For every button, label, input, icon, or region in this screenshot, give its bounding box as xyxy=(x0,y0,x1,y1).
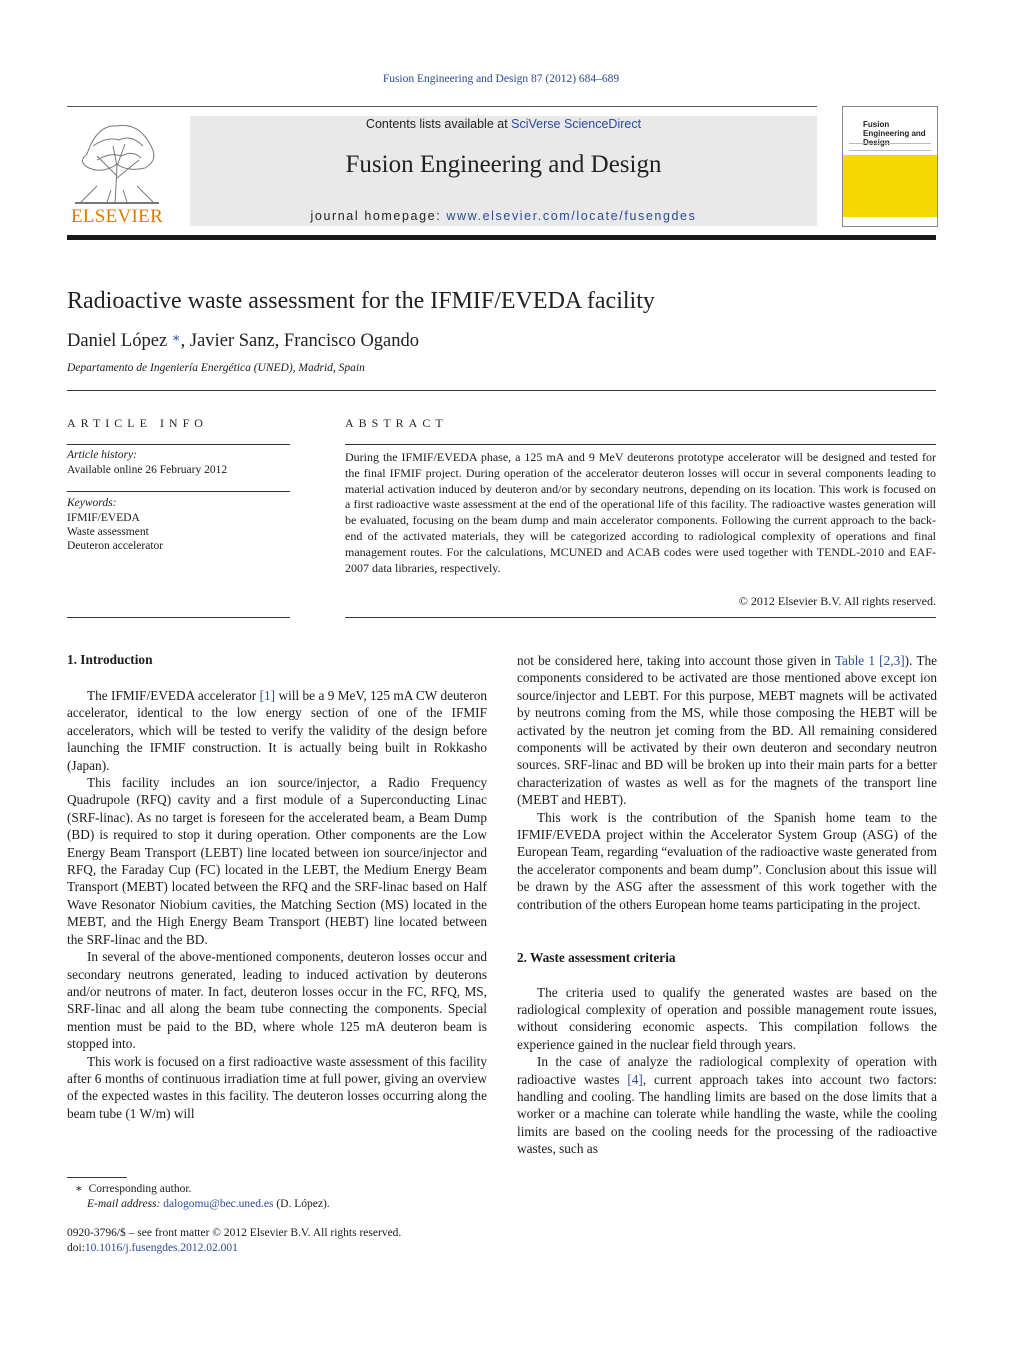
text-run: ). The components considered to be activated are those mentioned above except ion source/injector and LEBT. For this purpose, MEBT magnets will be activated by neutrons coming from the MS, while those composing the HEBT will be activated by the neutron jet coming from the BD. All remaining considered components will be activated by their own deuteron and secondary neutron sources. SRF-linac and BD will be broken up into their main parts for a better characterization of wastes as well as for the magnets of the transport line (MEBT and HEBT). xyxy=(517,653,937,808)
abstract-heading: ABSTRACT xyxy=(345,416,448,430)
issn-line: 0920-3796/$ – see front matter © 2012 Elsevier B.V. All rights reserved. xyxy=(67,1227,402,1239)
keyword: IFMIF/EVEDA xyxy=(67,512,140,524)
paragraph: In several of the above-mentioned components, deuteron losses occur and secondary neutrons generated, leading to induced activation by deuterons and/or neutrons of mater. In fact, deuteron losses occur in the FC, RFQ, MS, SRF-linac and all along the beam tube connecting the components. Special mention must be paid to the BD, where whole 125 mA deuteron beam is stopped into. xyxy=(67,949,487,1052)
footnote-marker: ∗ xyxy=(75,1183,83,1195)
keyword: Waste assessment xyxy=(67,526,149,538)
keywords-rule xyxy=(67,491,290,492)
elsevier-wordmark: ELSEVIER xyxy=(70,206,164,227)
journal-homepage xyxy=(190,209,817,223)
abstract-text: During the IFMIF/EVEDA phase, a 125 mA and 9 MeV deuterons prototype accelerator will be designed and tested for the final IFMIF project. During operation of the accelerator deuteron losses will occur in several components leading to material activation induced by deuteron and/or by secondary neutrons, depending on its location. This work is focused on a first radioactive waste assessment at the end of the operational life of this facility. The radioactive wastes generation will be evaluated, focusing on the beam dump and main accelerator components. Following the current approach to the back-end of the activated materials, they will be categorized according to radiological complexity of operations and final management routes. For the calculations, MCUNED and ACAB codes were used together with TENDL-2010 and EAF-2007 data libraries, respectively. xyxy=(345,450,936,575)
section-heading-waste-criteria: 2. Waste assessment criteria xyxy=(517,950,676,966)
text-run: In the case of analyze the radiological complexity of operation with radioactive wastes xyxy=(517,1054,937,1087)
citation-link[interactable]: [4] xyxy=(627,1071,643,1087)
abstract-bottom-rule xyxy=(345,617,936,618)
email-line xyxy=(67,1197,330,1212)
article-title: Radioactive waste assessment for the IFMIF/EVEDA facility xyxy=(67,288,655,314)
email-owner: (D. López). xyxy=(273,1198,330,1210)
author-name: Daniel López xyxy=(67,331,168,351)
cover-yellow-panel xyxy=(843,155,937,217)
corresponding-note xyxy=(67,1182,330,1197)
keyword: Deuteron accelerator xyxy=(67,540,164,552)
corresponding-author-marker[interactable]: ∗ xyxy=(171,330,181,345)
sciencedirect-link[interactable]: SciVerse ScienceDirect xyxy=(511,117,642,131)
doi-prefix: doi: xyxy=(67,1242,85,1254)
text-run: will be a 9 MeV, 125 mA CW deuteron accelerator, identical to the low energy section of one of the IFMIF accelerators, which will be tested to verify the validity of the design before launching the IFMIF construction. It is actually being built in Rokkasho (Japan). xyxy=(67,688,488,773)
front-matter xyxy=(67,1226,401,1256)
contents-line xyxy=(190,117,817,131)
keywords-list xyxy=(67,511,163,553)
article-info-bottom-rule xyxy=(67,617,290,618)
homepage-link[interactable]: www.elsevier.com/locate/fusengdes xyxy=(446,209,697,223)
title-rule xyxy=(67,390,936,391)
corresponding-text: Corresponding author. xyxy=(88,1183,192,1195)
history-label: Article history: xyxy=(67,449,137,461)
section-heading-introduction: 1. Introduction xyxy=(67,652,153,667)
citation-link[interactable]: [1] xyxy=(259,688,276,703)
history-value: Available online 26 February 2012 xyxy=(67,464,228,476)
table-link[interactable]: Table 1 xyxy=(834,653,876,668)
affiliation: Departamento de Ingeniería Energética (UNED), Madrid, Spain xyxy=(67,362,365,374)
email-link[interactable]: dalogomu@bec.uned.es xyxy=(163,1198,274,1210)
doi-line xyxy=(67,1241,401,1256)
author-list xyxy=(67,330,419,352)
body-column-right xyxy=(517,652,937,1158)
article-info-rule xyxy=(67,444,290,445)
paragraph xyxy=(517,1053,937,1157)
author-names-rest: , Javier Sanz, Francisco Ogando xyxy=(180,331,420,351)
article-info-heading: ARTICLE INFO xyxy=(67,416,208,430)
citation-link[interactable]: [2,3] xyxy=(879,653,905,668)
paragraph: This work is focused on a first radioactive waste assessment of this facility after 6 months of continuous irradiation time at full power, giving an overview of the expected wastes in this facility. The deuteron losses occurring along the beam tube (1 W/m) will xyxy=(67,1053,487,1121)
paragraph: This facility includes an ion source/injector, a Radio Frequency Quadrupole (RFQ) cavity and a first module of a Superconducting Linac (SRF-linac). As no target is foreseen for the accelerated beam, a Beam Dump (BD) is required to stop it during operation. Other components are the Low Energy Beam Transport (LEBT) line located between ion source/injector and RFQ, the Faraday Cup (FC) located in the LEBT, the Medium Energy Beam Transport (MEBT) located between the RFQ and the SRF-linac based on Half Wave Resonator Niobium cavities, the Matching Section (MS) located in the MEBT, and the High Energy Beam Transport (HEBT) line located between the SRF-linac and the BD. xyxy=(67,775,487,947)
journal-name: Fusion Engineering and Design xyxy=(345,151,662,178)
homepage-prefix: journal homepage: xyxy=(310,209,447,223)
text-run: The IFMIF/EVEDA accelerator xyxy=(87,688,260,703)
journal-cover-thumbnail[interactable] xyxy=(842,106,938,227)
doi-link[interactable]: 10.1016/j.fusengdes.2012.02.001 xyxy=(84,1242,238,1254)
section-gap xyxy=(517,967,937,984)
header-thick-rule xyxy=(67,235,936,240)
text-run: not be considered here, taking into account those given in xyxy=(517,653,835,668)
section-gap xyxy=(517,913,937,949)
contents-prefix: Contents lists available at xyxy=(365,117,512,131)
paragraph xyxy=(67,687,487,774)
paragraph: This work is the contribution of the Spanish home team to the IFMIF/EVEDA project within the Accelerator System Group (ASG) of the European Team, regarding “evaluation of the radioactive waste generated from the accelerator components and beam dump”. Conclusion about this issue will be drawn by the ASG after the assessment of this work together with the contribution of the others European home teams participating in the project. xyxy=(517,809,937,912)
body-column-left xyxy=(67,687,487,1122)
elsevier-logo[interactable] xyxy=(67,116,167,228)
text-run: , current approach takes into account two factors: handling and cooling. The handling limits are based on the dose limits that a worker or a machine can tolerate while handling the waste, while the cooling limits are based on the cooling needs for the processing of the radioactive wastes, such as xyxy=(517,1071,937,1157)
paragraph xyxy=(517,652,937,809)
cover-title: Fusion Engineering and Design xyxy=(863,120,926,147)
abstract-rule xyxy=(345,444,936,445)
header-top-rule xyxy=(67,106,817,107)
elsevier-tree-icon xyxy=(67,116,167,206)
footnote-rule xyxy=(67,1177,127,1178)
paragraph: The criteria used to qualify the generated wastes are based on the radiological complexity of operation and possible management route issues, without considering economic aspects. This compilation follows the experience gained in the nuclear field through years. xyxy=(517,984,937,1052)
journal-reference[interactable]: Fusion Engineering and Design 87 (2012) 684–689 xyxy=(382,73,620,85)
abstract-copyright: © 2012 Elsevier B.V. All rights reserved. xyxy=(738,594,936,608)
footnote xyxy=(67,1182,330,1212)
cover-decoration xyxy=(849,143,931,151)
email-label: E-mail address: xyxy=(87,1198,164,1210)
keywords-label: Keywords: xyxy=(67,497,117,509)
